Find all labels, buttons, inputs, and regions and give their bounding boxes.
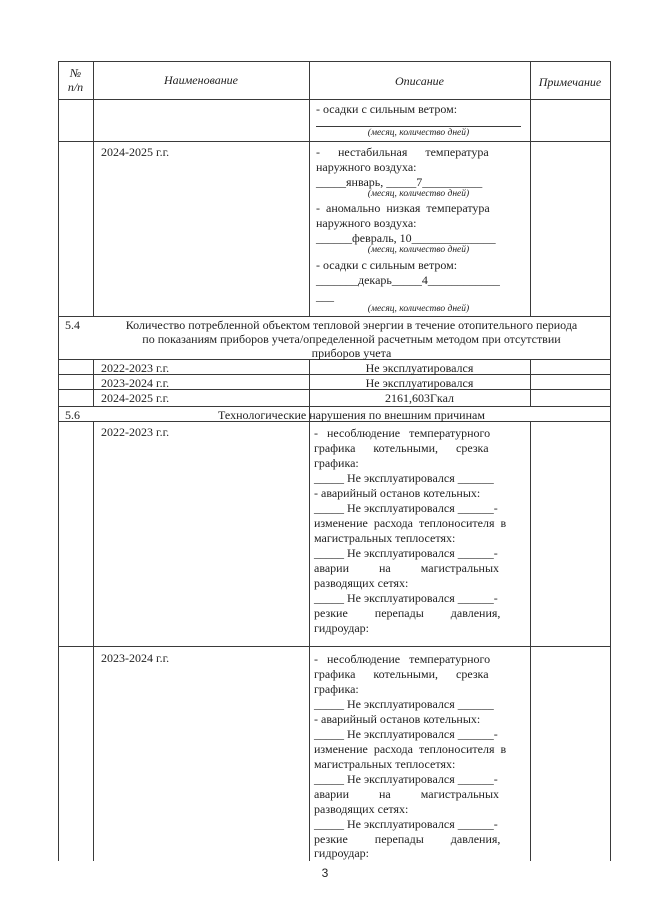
table-row-value: 2161,603Гкал	[384, 391, 454, 405]
rule	[58, 141, 611, 142]
block-line: резкие перепады давления,	[314, 832, 501, 846]
block-line: _____ Не эксплуатировался ______-	[314, 817, 498, 831]
rule	[58, 61, 611, 62]
section-5-4-title: Количество потребленной объектом тепловой энергии в течение отопительного периода	[125, 318, 578, 332]
row2-line: ___	[316, 289, 334, 303]
rule	[530, 359, 531, 406]
block-line: магистральных теплосетях:	[314, 757, 456, 771]
block-line: изменение расхода теплоносителя в	[314, 516, 507, 530]
row2-caption: (месяц, количество дней)	[367, 245, 470, 255]
rule	[530, 61, 531, 316]
header-description: Описание	[395, 74, 444, 88]
block-line: резкие перепады давления,	[314, 606, 501, 620]
block-line: графика:	[314, 456, 359, 470]
rule	[93, 359, 94, 406]
row2-line: _____январь, _____7__________	[316, 175, 483, 189]
row1-caption: (месяц, количество дней)	[367, 128, 470, 138]
block-year: 2022-2023 г.г.	[101, 425, 170, 439]
underline	[316, 126, 521, 127]
block-line: графика котельными, срезка	[314, 667, 489, 681]
block-line: _____ Не эксплуатировался ______-	[314, 772, 498, 786]
block-line: _____ Не эксплуатировался ______-	[314, 546, 498, 560]
table-row-value: Не эксплуатировался	[365, 361, 474, 375]
header-note: Примечание	[538, 75, 602, 89]
row2-line: наружного воздуха:	[316, 216, 417, 230]
block-line: аварии на магистральных	[314, 787, 500, 801]
block-line: гидроудар:	[314, 846, 370, 860]
section-5-6-title: Технологические нарушения по внешним причинам	[218, 408, 485, 422]
block-line: графика:	[314, 682, 359, 696]
row2-caption: (месяц, количество дней)	[367, 304, 470, 314]
row2-line: - аномально низкая температура	[316, 201, 490, 215]
section-5-4-number: 5.4	[65, 318, 80, 332]
rule	[610, 61, 611, 861]
block-line: магистральных теплосетях:	[314, 531, 456, 545]
rule	[93, 61, 94, 316]
block-line: изменение расхода теплоносителя в	[314, 742, 507, 756]
block-line: гидроудар:	[314, 621, 370, 635]
table-row-year: 2024-2025 г.г.	[101, 391, 170, 405]
section-5-4-title: по показаниям приборов учета/определенной расчетным методом при отсутствии	[142, 332, 561, 346]
header-number: № п/п	[67, 66, 84, 94]
block-line: разводящих сетях:	[314, 802, 409, 816]
block-line: _____ Не эксплуатировался ______-	[314, 727, 498, 741]
page-number: 3	[321, 866, 329, 880]
block-line: графика котельными, срезка	[314, 441, 489, 455]
block-line: - несоблюдение температурного	[314, 652, 491, 666]
row2-year: 2024-2025 г.г.	[101, 145, 170, 159]
row2-line: наружного воздуха:	[316, 160, 417, 174]
section-5-6-number: 5.6	[65, 408, 80, 422]
block-year: 2023-2024 г.г.	[101, 651, 170, 665]
section-5-4-title: приборов учета	[311, 346, 392, 360]
rule	[58, 646, 611, 647]
row2-line: ______февраль, 10______________	[316, 231, 496, 245]
header-name: Наименование	[163, 73, 238, 87]
rule	[58, 61, 59, 861]
block-line: - несоблюдение температурного	[314, 426, 491, 440]
table-row-year: 2023-2024 г.г.	[101, 376, 170, 390]
row2-line: - осадки с сильным ветром:	[316, 258, 458, 272]
block-line: - аварийный останов котельных:	[314, 712, 481, 726]
row2-caption: (месяц, количество дней)	[367, 189, 470, 199]
rule	[309, 421, 310, 861]
block-line: - аварийный останов котельных:	[314, 486, 481, 500]
table-row-value: Не эксплуатировался	[365, 376, 474, 390]
block-line: аварии на магистральных	[314, 561, 500, 575]
rule	[58, 316, 611, 317]
block-line: _____ Не эксплуатировался ______	[314, 471, 494, 485]
rule	[530, 421, 531, 861]
block-line: _____ Не эксплуатировался ______-	[314, 591, 498, 605]
row2-line: _______декарь_____4____________	[316, 273, 500, 287]
rule	[309, 61, 310, 316]
row2-line: - нестабильная температура	[316, 145, 489, 159]
block-line: _____ Не эксплуатировался ______-	[314, 501, 498, 515]
rule	[58, 406, 611, 407]
rule	[93, 421, 94, 861]
table-row-year: 2022-2023 г.г.	[101, 361, 170, 375]
row1-line: - осадки с сильным ветром:	[316, 102, 458, 116]
block-line: _____ Не эксплуатировался ______	[314, 697, 494, 711]
block-line: разводящих сетях:	[314, 576, 409, 590]
rule	[58, 99, 611, 100]
